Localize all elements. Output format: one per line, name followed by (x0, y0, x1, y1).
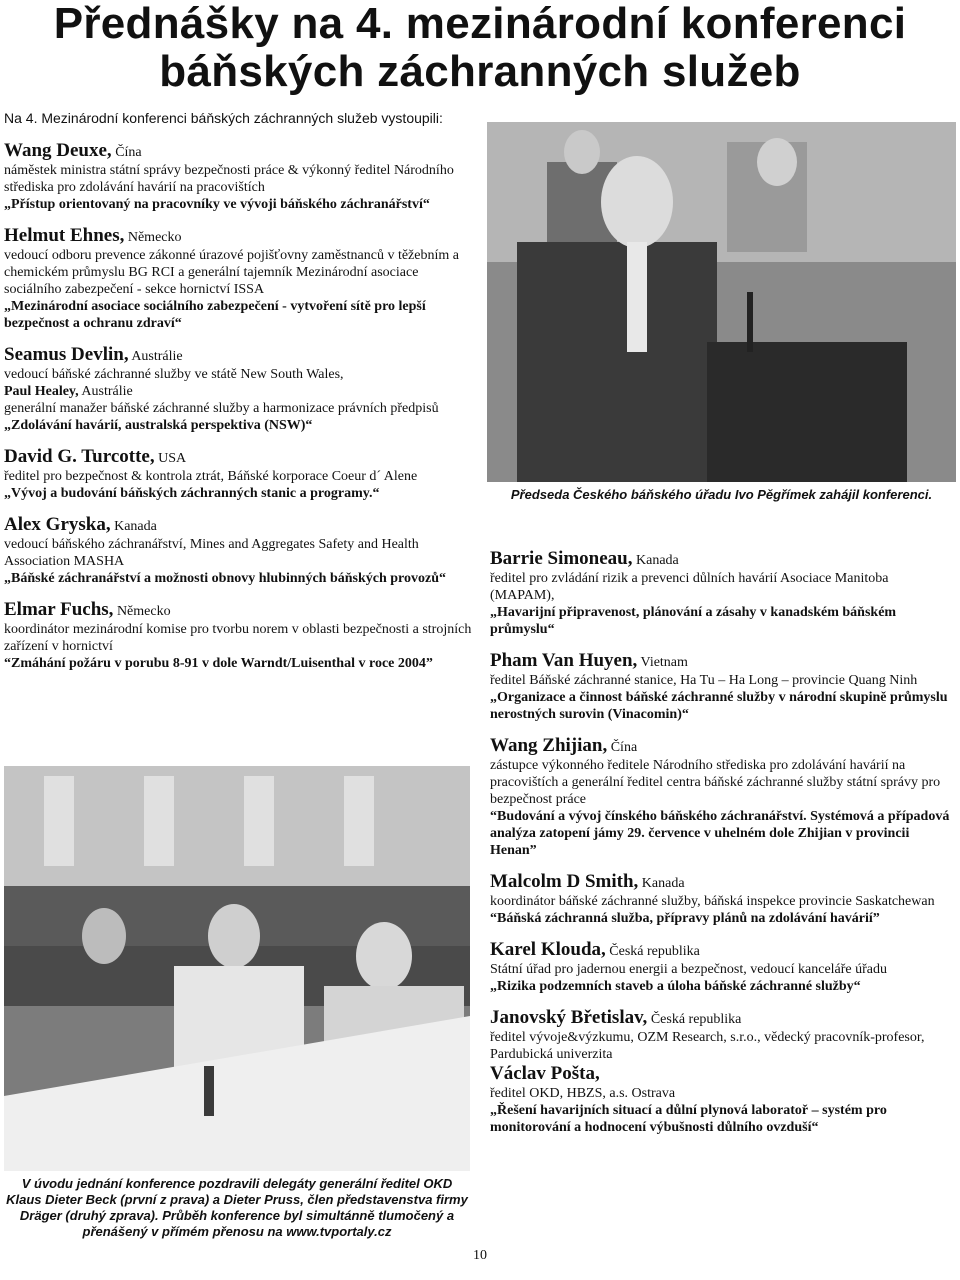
speaker-name: Wang Deuxe, (4, 140, 112, 161)
speaker-country: USA (158, 451, 187, 466)
speaker-country: Čína (115, 145, 142, 160)
speaker-name: David G. Turcotte, (4, 446, 155, 467)
speaker-entry (4, 599, 474, 672)
left-speaker-list (4, 140, 474, 684)
title-line-1: Přednášky na 4. mezinárodní konferenci (53, 0, 907, 48)
talk-title: „Rizika podzemních staveb a úloha báňské záchranné služby“ (490, 979, 861, 994)
speaker-entry (490, 1007, 955, 1136)
right-speaker-list (490, 548, 955, 1148)
speaker-entry (490, 548, 955, 638)
speaker-photo-caption: Předseda Českého báňského úřadu Ivo Pěgřímek zahájil konferenci. (510, 487, 933, 502)
intro-text: Na 4. Mezinárodní konferenci báňských záchranných služeb vystoupili: (4, 110, 443, 126)
audience-photo (4, 766, 470, 1171)
speaker-role: ředitel vývoje&výzkumu, OZM Research, s.r.o., vědecký pracovník-profesor, Pardubická univerzita (490, 1030, 925, 1062)
speaker-entry (4, 225, 474, 332)
speaker-name: Pham Van Huyen, (490, 650, 638, 671)
speaker-role: náměstek ministra státní správy bezpečnosti práce & výkonný ředitel Národního střediska pro zdolávání havárií na pracovištích (4, 163, 454, 195)
talk-title: „Zdolávání havárií, australská perspektiva (NSW)“ (4, 418, 313, 433)
page-number: 10 (473, 1248, 487, 1263)
co-speaker-country: Austrálie (81, 384, 133, 399)
speaker-entry (490, 650, 955, 723)
talk-title: “Zmáhání požáru v porubu 8-91 v dole Warndt/Luisenthal v roce 2004” (4, 656, 433, 671)
speaker-name: Wang Zhijian, (490, 735, 608, 756)
speaker-name: Janovský Břetislav, (490, 1007, 648, 1028)
speaker-country: Kanada (114, 519, 157, 534)
speaker-country: Česká republika (650, 1012, 742, 1027)
audience-photo-caption: V úvodu jednání konference pozdravili delegáty generální ředitel OKD Klaus Dieter Beck (první z prava) a Dieter Pruss, člen představenstva firmy Dräger (druhý zprava). Průběh konference byl simultánně tlumočený a přenášený v přímém přenosu na www.tvportaly.cz (6, 1176, 468, 1239)
speaker-role: koordinátor mezinárodní komise pro tvorbu norem v oblasti bezpečnosti a strojních zařízení v hornictví (4, 622, 472, 654)
talk-title: “Budování a vývoj čínského báňského záchranářství. Systémová a případová analýza zatopení jámy 29. července v uhelném dole Zhijian v provincii Henan” (490, 809, 950, 858)
speaker-role: Státní úřad pro jadernou energii a bezpečnost, vedoucí kanceláře úřadu (490, 962, 888, 977)
speaker-entry (490, 735, 955, 859)
speaker-role: vedoucí odboru prevence zákonné úrazové pojišťovny zaměstnanců v těžebním a chemickém průmyslu BG RCI a generální tajemník Mezinárodní asociace sociálního zabezpečení - sekce hornictví ISSA (4, 248, 459, 297)
talk-title: „Přístup orientovaný na pracovníky ve vývoji báňského záchranářství“ (4, 197, 430, 212)
co-speaker-name: Václav Pošta, (490, 1063, 600, 1084)
speaker-entry (4, 344, 474, 434)
speaker-role: vedoucí báňské záchranné služby ve státě New South Wales, (4, 367, 344, 382)
speaker-role: ředitel pro bezpečnost & kontrola ztrát, Báňské korporace Coeur d´ Alene (4, 469, 418, 484)
speaker-entry (490, 871, 955, 927)
speaker-name: Karel Klouda, (490, 939, 606, 960)
speaker-photo (487, 122, 956, 482)
speaker-entry (490, 939, 955, 995)
speaker-name: Helmut Ehnes, (4, 225, 125, 246)
speaker-name: Barrie Simoneau, (490, 548, 633, 569)
speaker-name: Alex Gryska, (4, 514, 111, 535)
speaker-country: Austrálie (131, 349, 183, 364)
speaker-name: Malcolm D Smith, (490, 871, 639, 892)
speaker-country: Česká republika (609, 944, 700, 959)
speaker-country: Kanada (641, 876, 685, 891)
page-title (0, 0, 960, 96)
speaker-country: Kanada (636, 553, 679, 568)
speaker-entry (4, 446, 474, 502)
talk-title: „Organizace a činnost báňské záchranné služby v národní skupině průmyslu nerostných surovin (Vinacomin)“ (490, 690, 948, 722)
talk-title: „Mezinárodní asociace sociálního zabezpečení - vytvoření sítě pro lepší bezpečnost a ochranu zdraví“ (4, 299, 426, 331)
co-speaker-role: ředitel OKD, HBZS, a.s. Ostrava (490, 1086, 676, 1101)
speaker-role: koordinátor báňské záchranné služby, báňská inspekce provincie Saskatchewan (490, 894, 935, 909)
title-line-2: báňských záchranných služeb (159, 47, 801, 96)
talk-title: „Báňské záchranářství a možnosti obnovy hlubinných báňských provozů“ (4, 571, 446, 586)
speaker-country: Německo (127, 230, 182, 245)
speaker-country: Vietnam (640, 655, 688, 670)
talk-title: „Řešení havarijních situací a důlní plynová laboratoř – systém pro monitorování a hodnocení výbušnosti důlního ovzduší“ (490, 1103, 887, 1135)
co-speaker-name: Paul Healey, (4, 384, 79, 399)
speaker-entry (4, 140, 474, 213)
speaker-role: ředitel Báňské záchranné stanice, Ha Tu – Ha Long – provincie Quang Ninh (490, 673, 918, 688)
speaker-name: Seamus Devlin, (4, 344, 129, 365)
speaker-role: zástupce výkonného ředitele Národního střediska pro zdolávání havárií na pracovištích a generální ředitel centra báňské záchranné služby státní správy pro bezpečnost práce (490, 758, 941, 807)
talk-title: “Báňská záchranná služba, přípravy plánů na zdolávání havárií” (490, 911, 880, 926)
speaker-country: Německo (116, 604, 171, 619)
talk-title: „Havarijní připravenost, plánování a zásahy v kanadském báňském průmyslu“ (490, 605, 897, 637)
speaker-country: Čína (610, 740, 638, 755)
speaker-role: ředitel pro zvládání rizik a prevenci důlních havárií Asociace Manitoba (MAPAM), (490, 571, 889, 603)
co-speaker-role: generální manažer báňské záchranné služby a harmonizace právních předpisů (4, 401, 439, 416)
talk-title: „Vývoj a budování báňských záchranných stanic a programy.“ (4, 486, 380, 501)
speaker-role: vedoucí báňského záchranářství, Mines and Aggregates Safety and Health Association MASHA (4, 537, 419, 569)
speaker-name: Elmar Fuchs, (4, 599, 114, 620)
speaker-entry (4, 514, 474, 587)
